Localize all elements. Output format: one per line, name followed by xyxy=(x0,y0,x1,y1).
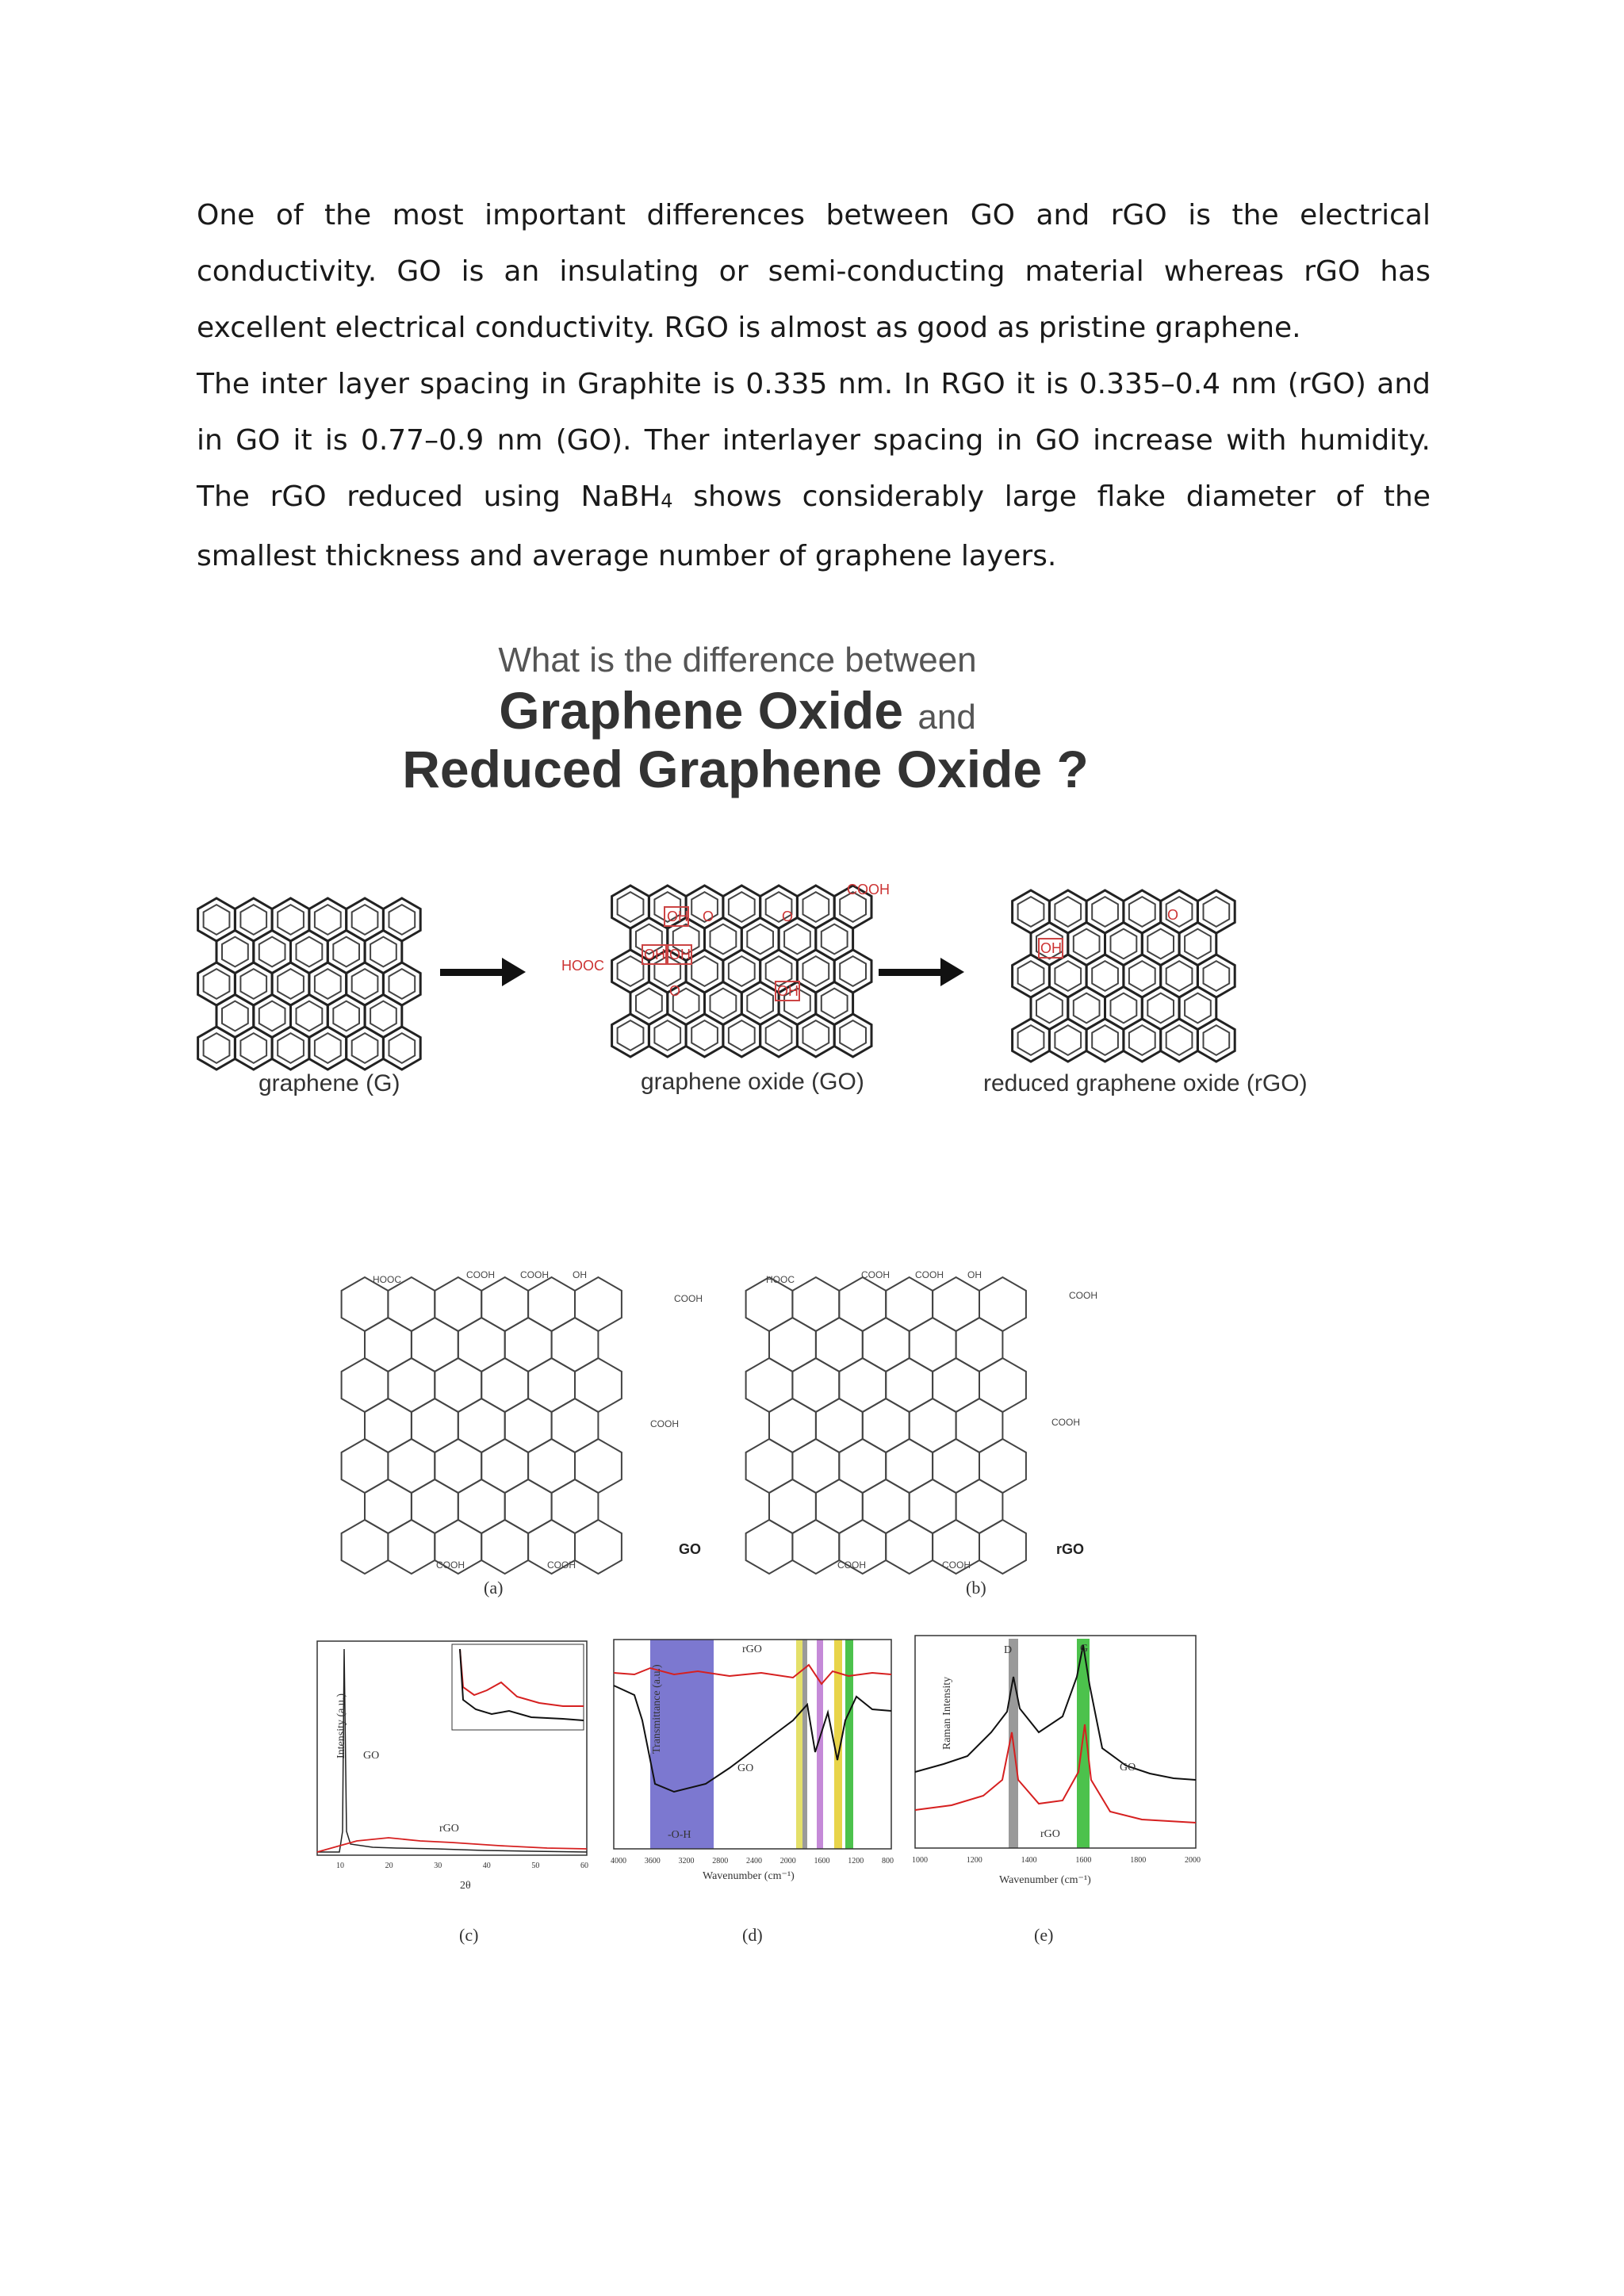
b-label-cooh-2: COOH xyxy=(915,1269,944,1280)
tick-label: 3200 xyxy=(678,1857,695,1866)
panel-d-label-svg xyxy=(739,1919,787,1950)
b-label-cooh-4: COOH xyxy=(1051,1417,1080,1428)
hexagon-inner-bond xyxy=(315,1033,341,1063)
hexagon-inner-bond xyxy=(278,969,304,999)
figure-title-line1: What is the difference between xyxy=(498,641,977,679)
label-cooh: COOH xyxy=(847,882,890,897)
hexagon-inner-bond xyxy=(370,1001,396,1031)
hexagon-inner-bond xyxy=(297,1001,323,1031)
a-label-cooh-1: COOH xyxy=(466,1269,495,1280)
c-ylabel: Intensity (a.u.) xyxy=(335,1693,347,1758)
b-label-cooh-5: COOH xyxy=(837,1559,866,1571)
tick-label: 800 xyxy=(882,1857,894,1866)
tick-label: 2000 xyxy=(779,1857,796,1866)
a-label-go: GO xyxy=(679,1541,702,1557)
a-label-cooh-2: COOH xyxy=(520,1269,549,1280)
a-label-cooh-6: COOH xyxy=(547,1559,576,1571)
d-xticks xyxy=(611,1857,894,1866)
tick-label: 4000 xyxy=(611,1857,626,1866)
hexagon-inner-bond xyxy=(333,937,359,967)
label-hooc: HOOC xyxy=(561,958,604,974)
b-label-rgo: rGO xyxy=(1056,1541,1085,1557)
d-rgo-label: rGO xyxy=(742,1644,762,1655)
tick-label: 60 xyxy=(580,1862,588,1870)
d-xlabel: Wavenumber (cm⁻¹) xyxy=(703,1870,795,1882)
label-o-rgo: O xyxy=(1167,907,1179,923)
hexagon-inner-bond xyxy=(315,969,341,999)
b-label-cooh-6: COOH xyxy=(942,1559,971,1571)
ftir-plot-panel-d xyxy=(603,1633,904,1895)
panel-a-label: (a) xyxy=(484,1578,504,1598)
tick-label: 1000 xyxy=(912,1856,928,1865)
hexagon-inner-bond xyxy=(297,937,323,967)
reaction-arrow-1 xyxy=(440,956,527,988)
hexagon-inner-bond xyxy=(222,1001,248,1031)
tick-label: 1200 xyxy=(966,1856,982,1865)
b-label-cooh-1: COOH xyxy=(861,1269,890,1280)
a-label-cooh-4: COOH xyxy=(650,1418,679,1429)
tick-label: 1400 xyxy=(1021,1856,1037,1865)
c-xticks xyxy=(336,1862,588,1870)
tick-label: 2800 xyxy=(712,1857,729,1866)
b-label-cooh-3: COOH xyxy=(1069,1290,1097,1301)
go-functional-groups xyxy=(555,880,904,1070)
hexagon-inner-bond xyxy=(389,905,416,935)
c-xlabel: 2θ xyxy=(460,1880,471,1892)
hexagon-inner-bond xyxy=(389,969,416,999)
label-o-3: O xyxy=(669,983,681,999)
caption-graphene: graphene (G) xyxy=(259,1070,400,1096)
a-label-cooh-5: COOH xyxy=(436,1559,465,1571)
tick-label: 1600 xyxy=(814,1857,830,1866)
paragraph-text-part1: The inter layer spacing in Graphite is 0.335 nm. In RGO it is 0.335–0.4 nm (rGO) and in GO it is 0.77–0.9 nm (GO). Ther interlayer spacing in GO increase with humidity. The rGO reduced using NaBH xyxy=(197,368,1431,513)
caption-graphene-oxide: graphene oxide (GO) xyxy=(641,1069,864,1095)
hexagon-inner-bond xyxy=(204,905,230,935)
b-label-oh: OH xyxy=(967,1269,982,1280)
raman-plot-panel-e xyxy=(904,1629,1213,1891)
e-g-label: G xyxy=(1080,1643,1089,1655)
figure-title-line2 xyxy=(444,680,1031,740)
rgo-functional-groups xyxy=(1007,888,1261,1070)
c-rgo-label: rGO xyxy=(439,1823,459,1835)
tick-label: 10 xyxy=(336,1862,344,1870)
label-oh-1: OH xyxy=(667,909,688,924)
label-o-2: O xyxy=(782,909,794,924)
e-ylabel: Raman Intensity xyxy=(941,1676,953,1750)
panel-e-label-svg xyxy=(1031,1919,1078,1950)
label-oh-3: OH xyxy=(669,947,691,962)
label-oh-rgo: OH xyxy=(1040,940,1062,956)
d-go-label: GO xyxy=(737,1762,754,1774)
panel-c-label-svg xyxy=(456,1919,504,1950)
hexagon-inner-bond xyxy=(204,969,230,999)
a-label-oh: OH xyxy=(573,1269,587,1280)
e-xlabel: Wavenumber (cm⁻¹) xyxy=(999,1874,1091,1886)
d-ylabel: Transmittance (a.u.) xyxy=(651,1664,663,1754)
hexagon-inner-bond xyxy=(352,905,378,935)
tick-label: 30 xyxy=(434,1862,442,1870)
tick-label: 1600 xyxy=(1075,1856,1092,1865)
tick-label: 20 xyxy=(385,1862,393,1870)
label-oh-4: OH xyxy=(777,983,799,999)
caption-reduced-graphene-oxide: reduced graphene oxide (rGO) xyxy=(983,1070,1308,1096)
hexagon-inner-bond xyxy=(240,905,266,935)
c-go-label: GO xyxy=(363,1750,380,1762)
hexagon-inner-bond xyxy=(333,1001,359,1031)
hexagon-inner-bond xyxy=(240,1033,266,1063)
e-xticks xyxy=(912,1856,1201,1865)
graphene-lattice-diagram xyxy=(197,896,435,1070)
xrd-plot-panel-c xyxy=(293,1633,603,1895)
structure-labels xyxy=(301,1261,1142,1609)
hexagon-inner-bond xyxy=(278,905,304,935)
tick-label: 1800 xyxy=(1130,1856,1147,1865)
b-label-hooc: HOOC xyxy=(766,1274,795,1285)
paragraph-conductivity: One of the most important differences between GO and rGO is the electrical conductivity. GO is an insulating or semi-conducting material whereas rGO has excellent electrical conductivity. RGO is almost as good as pristine graphene. xyxy=(197,199,1431,344)
hexagon-inner-bond xyxy=(389,1033,416,1063)
hexagon-inner-bond xyxy=(222,937,248,967)
tick-label: 1200 xyxy=(848,1857,864,1866)
paragraph-interlayer-spacing xyxy=(197,356,1431,584)
tick-label: 2000 xyxy=(1185,1856,1201,1865)
panel-b-label: (b) xyxy=(966,1578,986,1598)
e-d-label: D xyxy=(1004,1644,1013,1656)
hexagon-inner-bond xyxy=(259,1001,285,1031)
hexagon-inner-bond xyxy=(315,905,341,935)
hexagon-inner-bond xyxy=(204,1033,230,1063)
e-go-label: GO xyxy=(1120,1762,1136,1774)
hexagon-inner-bond xyxy=(259,937,285,967)
label-oh-2: OH xyxy=(644,947,665,962)
panel-c-label: (c) xyxy=(459,1925,479,1945)
tick-label: 40 xyxy=(482,1862,491,1870)
tick-label: 2400 xyxy=(746,1857,762,1866)
label-o-1: O xyxy=(703,909,714,924)
paragraph-text-part2: shows considerably large flake diameter of the smallest thickness and average number of graphene layers. xyxy=(197,480,1431,572)
figure-title-go: Graphene Oxide xyxy=(499,681,904,740)
hexagon-inner-bond xyxy=(240,969,266,999)
panel-d-label: (d) xyxy=(742,1925,763,1945)
hexagon-inner-bond xyxy=(278,1033,304,1063)
subscript-4: 4 xyxy=(661,490,673,512)
tick-label: 50 xyxy=(531,1862,540,1870)
d-oh-label: -O-H xyxy=(668,1829,691,1841)
figure-title-and: and xyxy=(917,698,976,737)
e-rgo-label: rGO xyxy=(1040,1828,1060,1840)
figure-title-line3: Reduced Graphene Oxide ? xyxy=(402,740,1089,798)
hexagon-inner-bond xyxy=(352,1033,378,1063)
a-label-hooc: HOOC xyxy=(373,1274,401,1285)
panel-e-label: (e) xyxy=(1034,1925,1054,1945)
hexagon-inner-bond xyxy=(370,937,396,967)
tick-label: 3600 xyxy=(644,1857,661,1866)
a-label-cooh-3: COOH xyxy=(674,1293,703,1304)
hexagon-inner-bond xyxy=(352,969,378,999)
